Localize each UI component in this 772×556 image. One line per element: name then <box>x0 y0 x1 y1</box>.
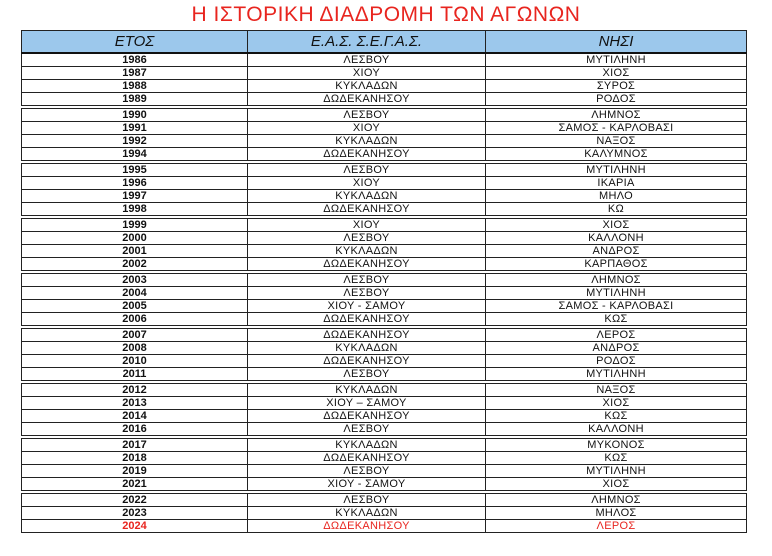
table-row <box>22 397 747 410</box>
cell-year: 2024 <box>22 520 248 533</box>
cell-year: 2010 <box>22 355 248 368</box>
table-row <box>22 203 747 218</box>
table-row <box>22 327 747 342</box>
cell-year: 1988 <box>22 80 248 93</box>
table-row <box>22 507 747 520</box>
table-row <box>22 122 747 135</box>
cell-association: ΧΙΟΥ – ΣΑΜΟΥ <box>248 397 486 410</box>
cell-association: ΔΩΔΕΚΑΝΗΣΟΥ <box>248 313 486 328</box>
cell-island: ΝΑΞΟΣ <box>486 382 747 397</box>
cell-year: 1996 <box>22 177 248 190</box>
cell-association: ΔΩΔΕΚΑΝΗΣΟΥ <box>248 148 486 163</box>
cell-year: 2006 <box>22 313 248 328</box>
cell-association: ΛΕΣΒΟΥ <box>248 423 486 438</box>
table-row <box>22 245 747 258</box>
cell-year: 2014 <box>22 410 248 423</box>
table-row <box>22 80 747 93</box>
table-row <box>22 452 747 465</box>
table-row <box>22 423 747 438</box>
cell-island: ΡΟΔΟΣ <box>486 355 747 368</box>
cell-year: 2002 <box>22 258 248 273</box>
table-row <box>22 232 747 245</box>
cell-association: ΛΕΣΒΟΥ <box>248 53 486 67</box>
table-row <box>22 465 747 478</box>
table-row <box>22 342 747 355</box>
cell-year: 1992 <box>22 135 248 148</box>
header-association: Ε.Α.Σ. Σ.Ε.Γ.Α.Σ. <box>248 31 486 54</box>
cell-island: ΜΥΤΙΛΗΝΗ <box>486 465 747 478</box>
cell-island: ΚΩΣ <box>486 452 747 465</box>
cell-island: ΧΙΟΣ <box>486 478 747 493</box>
cell-association: ΔΩΔΕΚΑΝΗΣΟΥ <box>248 327 486 342</box>
cell-island: ΜΗΛΟΣ <box>486 507 747 520</box>
cell-year: 2007 <box>22 327 248 342</box>
cell-year: 1989 <box>22 93 248 108</box>
table-row <box>22 162 747 177</box>
cell-island: ΜΥΤΙΛΗΝΗ <box>486 368 747 383</box>
table-row <box>22 67 747 80</box>
cell-island: ΛΕΡΟΣ <box>486 327 747 342</box>
cell-association: ΚΥΚΛΑΔΩΝ <box>248 245 486 258</box>
table-row <box>22 355 747 368</box>
cell-association: ΚΥΚΛΑΔΩΝ <box>248 507 486 520</box>
cell-island: ΝΑΞΟΣ <box>486 135 747 148</box>
cell-island: ΚΩΣ <box>486 313 747 328</box>
cell-island: ΣΑΜΟΣ - ΚΑΡΛΟΒΑΣΙ <box>486 122 747 135</box>
table-row <box>22 93 747 108</box>
table-row <box>22 437 747 452</box>
cell-association: ΔΩΔΕΚΑΝΗΣΟΥ <box>248 258 486 273</box>
cell-island: ΜΥΚΟΝΟΣ <box>486 437 747 452</box>
cell-association: ΛΕΣΒΟΥ <box>248 368 486 383</box>
cell-association: ΛΕΣΒΟΥ <box>248 162 486 177</box>
table-row <box>22 382 747 397</box>
cell-island: ΡΟΔΟΣ <box>486 93 747 108</box>
cell-island: ΧΙΟΣ <box>486 397 747 410</box>
cell-year: 2023 <box>22 507 248 520</box>
cell-year: 2001 <box>22 245 248 258</box>
cell-association: ΛΕΣΒΟΥ <box>248 232 486 245</box>
cell-island: ΚΑΛΥΜΝΟΣ <box>486 148 747 163</box>
table-row <box>22 300 747 313</box>
cell-year: 1998 <box>22 203 248 218</box>
table-row <box>22 177 747 190</box>
cell-island: ΜΥΤΙΛΗΝΗ <box>486 162 747 177</box>
table-row <box>22 287 747 300</box>
cell-association: ΚΥΚΛΑΔΩΝ <box>248 190 486 203</box>
cell-association: ΔΩΔΕΚΑΝΗΣΟΥ <box>248 93 486 108</box>
cell-association: ΛΕΣΒΟΥ <box>248 492 486 507</box>
cell-association: ΧΙΟΥ <box>248 217 486 232</box>
cell-island: ΚΩ <box>486 203 747 218</box>
cell-island: ΙΚΑΡΙΑ <box>486 177 747 190</box>
cell-association: ΛΕΣΒΟΥ <box>248 465 486 478</box>
cell-year: 1999 <box>22 217 248 232</box>
cell-year: 1987 <box>22 67 248 80</box>
cell-island: ΛΗΜΝΟΣ <box>486 492 747 507</box>
cell-association: ΧΙΟΥ - ΣΑΜΟΥ <box>248 300 486 313</box>
cell-association: ΔΩΔΕΚΑΝΗΣΟΥ <box>248 410 486 423</box>
cell-island: ΛΗΜΝΟΣ <box>486 272 747 287</box>
cell-association: ΔΩΔΕΚΑΝΗΣΟΥ <box>248 203 486 218</box>
cell-year: 2021 <box>22 478 248 493</box>
cell-year: 2004 <box>22 287 248 300</box>
cell-association: ΚΥΚΛΑΔΩΝ <box>248 437 486 452</box>
cell-year: 2005 <box>22 300 248 313</box>
cell-association: ΚΥΚΛΑΔΩΝ <box>248 135 486 148</box>
cell-year: 1990 <box>22 107 248 122</box>
cell-island: ΧΙΟΣ <box>486 217 747 232</box>
cell-year: 1986 <box>22 53 248 67</box>
cell-association: ΛΕΣΒΟΥ <box>248 272 486 287</box>
page-title: Η ΙΣΤΟΡΙΚΗ ΔΙΑΔΡΟΜΗ ΤΩΝ ΑΓΩΝΩΝ <box>191 3 581 26</box>
cell-year: 2016 <box>22 423 248 438</box>
cell-year: 1997 <box>22 190 248 203</box>
cell-island: ΑΝΔΡΟΣ <box>486 245 747 258</box>
cell-year: 2008 <box>22 342 248 355</box>
cell-year: 2003 <box>22 272 248 287</box>
cell-association: ΧΙΟΥ <box>248 122 486 135</box>
cell-year: 2022 <box>22 492 248 507</box>
table-row <box>22 217 747 232</box>
cell-island: ΜΗΛΟ <box>486 190 747 203</box>
table-row <box>22 135 747 148</box>
cell-association: ΚΥΚΛΑΔΩΝ <box>248 342 486 355</box>
table-row <box>22 190 747 203</box>
header-island: ΝΗΣΙ <box>486 31 747 54</box>
cell-year: 1991 <box>22 122 248 135</box>
cell-association: ΧΙΟΥ - ΣΑΜΟΥ <box>248 478 486 493</box>
cell-association: ΛΕΣΒΟΥ <box>248 107 486 122</box>
games-history-table <box>21 30 747 533</box>
table-row <box>22 368 747 383</box>
cell-island: ΜΥΤΙΛΗΝΗ <box>486 53 747 67</box>
table-row <box>22 313 747 328</box>
cell-association: ΚΥΚΛΑΔΩΝ <box>248 80 486 93</box>
table-row <box>22 148 747 163</box>
cell-island: ΣΥΡΟΣ <box>486 80 747 93</box>
cell-year: 2017 <box>22 437 248 452</box>
cell-island: ΚΑΛΛΟΝΗ <box>486 423 747 438</box>
cell-association: ΔΩΔΕΚΑΝΗΣΟΥ <box>248 520 486 533</box>
cell-island: ΛΗΜΝΟΣ <box>486 107 747 122</box>
table-row <box>22 53 747 67</box>
cell-island: ΚΑΡΠΑΘΟΣ <box>486 258 747 273</box>
table-row <box>22 107 747 122</box>
cell-association: ΚΥΚΛΑΔΩΝ <box>248 382 486 397</box>
cell-year: 2000 <box>22 232 248 245</box>
cell-year: 2011 <box>22 368 248 383</box>
cell-island: ΧΙΟΣ <box>486 67 747 80</box>
cell-island: ΚΩΣ <box>486 410 747 423</box>
cell-association: ΛΕΣΒΟΥ <box>248 287 486 300</box>
table-row <box>22 272 747 287</box>
table-row <box>22 520 747 533</box>
table-row <box>22 478 747 493</box>
cell-year: 2013 <box>22 397 248 410</box>
cell-island: ΚΑΛΛΟΝΗ <box>486 232 747 245</box>
cell-year: 1995 <box>22 162 248 177</box>
cell-association: ΧΙΟΥ <box>248 67 486 80</box>
cell-island: ΛΕΡΟΣ <box>486 520 747 533</box>
cell-year: 2019 <box>22 465 248 478</box>
cell-association: ΧΙΟΥ <box>248 177 486 190</box>
cell-year: 1994 <box>22 148 248 163</box>
cell-association: ΔΩΔΕΚΑΝΗΣΟΥ <box>248 452 486 465</box>
cell-association: ΔΩΔΕΚΑΝΗΣΟΥ <box>248 355 486 368</box>
table-row <box>22 492 747 507</box>
table-header <box>22 31 747 54</box>
cell-island: ΣΑΜΟΣ - ΚΑΡΛΟΒΑΣΙ <box>486 300 747 313</box>
cell-year: 2018 <box>22 452 248 465</box>
cell-island: ΑΝΔΡΟΣ <box>486 342 747 355</box>
table-row <box>22 258 747 273</box>
table-row <box>22 410 747 423</box>
cell-island: ΜΥΤΙΛΗΝΗ <box>486 287 747 300</box>
header-year: ΕΤΟΣ <box>22 31 248 54</box>
cell-year: 2012 <box>22 382 248 397</box>
table-body <box>22 53 747 533</box>
